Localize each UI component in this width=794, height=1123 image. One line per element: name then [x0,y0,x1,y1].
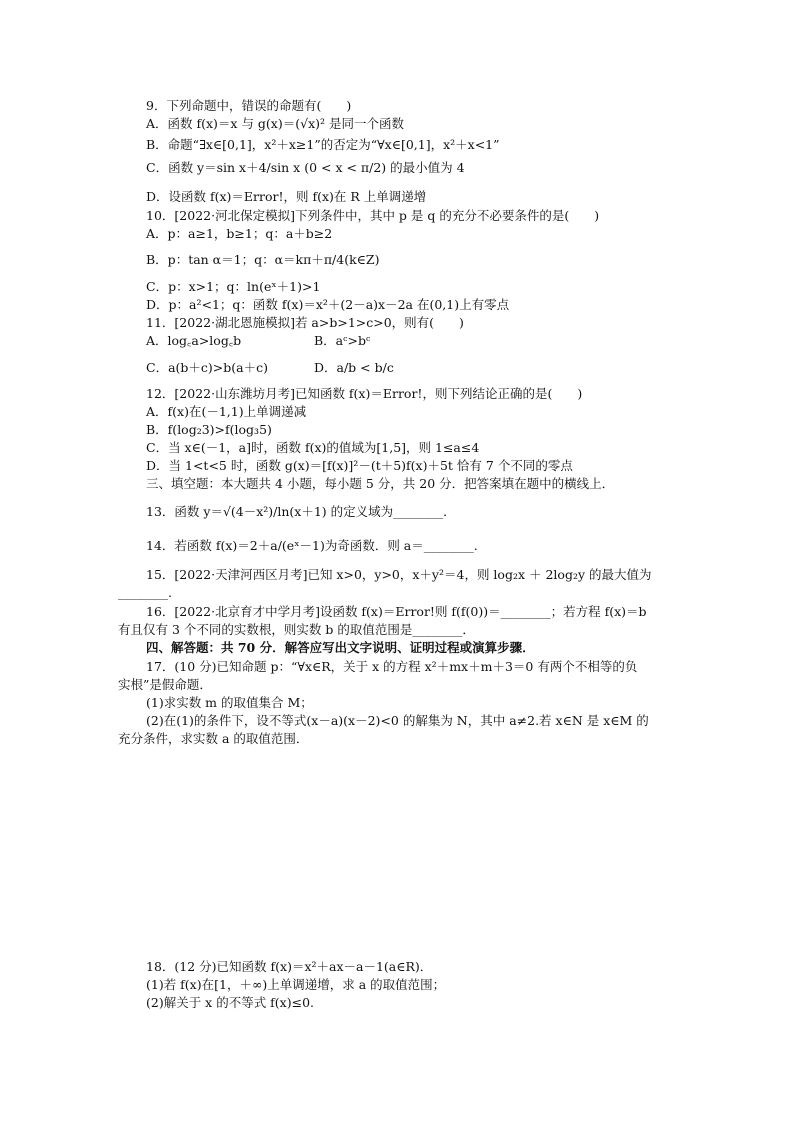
q11-option-c: C．a(b＋c)>b(a＋c) [146,360,268,375]
q9-option-d: D．设函数 f(x)＝Error!，则 f(x)在 R 上单调递增 [146,189,427,204]
q11-option-b: B．aᶜ>bᶜ [314,333,371,348]
q18-part-1: (1)若 f(x)在[1，＋∞)上单调递增，求 a 的取值范围； [146,977,446,992]
q16-line-1: 16．[2022·北京育才中学月考]设函数 f(x)＝Error!则 f(f(0))＝________；若方程 f(x)＝b [146,604,647,619]
q12-option-c: C．当 x∈(－1，a]时，函数 f(x)的值域为[1,5]，则 1≤a≤4 [146,440,480,455]
q15-line-2: ________. [118,585,172,600]
q17-line-1: 17．(10 分)已知命题 p：“∀x∈R，关于 x 的方程 x²＋mx＋m＋3＝0 有两个不相等的负 [146,659,638,674]
q9-option-b: B．命题“∃x∈[0,1]，x²＋x≥1”的否定为“∀x∈[0,1]，x²＋x<1” [146,137,500,152]
q9-stem: 9．下列命题中，错误的命题有( ) [146,98,352,113]
q10-option-d: D．p：a²<1；q：函数 f(x)＝x²＋(2－a)x－2a 在(0,1)上有零点 [146,297,510,312]
q12-stem: 12．[2022·山东潍坊月考]已知函数 f(x)＝Error!，则下列结论正确的是( ) [146,386,583,401]
q13: 13．函数 y＝√(4－x²)/ln(x＋1) 的定义域为________． [146,504,456,519]
q17-line-2: 实根”是假命题． [118,677,212,692]
q12-option-d: D．当 1<t<5 时，函数 g(x)＝[f(x)]²－(t＋5)f(x)＋5t 恰有 7 个不同的零点 [146,458,573,473]
q9-option-c: C．函数 y＝sin x＋4/sin x (0 < x < π/2) 的最小值为 4 [146,160,465,175]
q11-option-a: A．log꜀a>log꜀b [146,333,242,348]
q10-stem: 10．[2022·河北保定模拟]下列条件中，其中 p 是 q 的充分不必要条件的是( ) [146,208,600,223]
q9-option-a: A．函数 f(x)＝x 与 g(x)＝(√x)² 是同一个函数 [146,116,404,131]
section-3-heading: 三、填空题：本大题共 4 小题，每小题 5 分，共 20 分．把答案填在题中的横线上． [146,476,615,491]
q10-option-a: A．p：a≥1，b≥1；q：a＋b≥2 [146,226,333,241]
q10-option-c: C．p：x>1；q：ln(eˣ＋1)>1 [146,279,321,294]
q12-option-b: B．f(log₂3)>f(log₃5) [146,422,272,437]
q12-option-a: A．f(x)在(－1,1)上单调递减 [146,404,307,419]
q17-part-2-line-2: 充分条件，求实数 a 的取值范围． [118,731,309,746]
q11-stem: 11．[2022·湖北恩施模拟]若 a>b>1>c>0，则有( ) [146,315,464,330]
q16-line-2: 有且仅有 3 个不同的实数根，则实数 b 的取值范围是________． [118,622,475,637]
q18-stem: 18．(12 分)已知函数 f(x)＝x²＋ax－a－1(a∈R)． [146,959,433,974]
section-4-heading: 四、解答题：共 70 分．解答应写出文字说明、证明过程或演算步骤． [146,640,535,655]
q14: 14．若函数 f(x)＝2＋a/(eˣ－1)为奇函数．则 a＝________. [146,538,478,553]
q10-option-b: B．p：tan α＝1；q：α＝kπ＋π/4(k∈Z) [146,252,380,267]
q17-part-2-line-1: (2)在(1)的条件下，设不等式(x－a)(x－2)<0 的解集为 N，其中 a≠2.若 x∈N 是 x∈M 的 [146,713,649,728]
q11-option-d: D．a/b < b/c [314,360,394,375]
q15-line-1: 15．[2022·天津河西区月考]已知 x>0，y>0，x＋y²＝4，则 log₂x ＋ 2log₂y 的最大值为 [146,567,652,582]
q18-part-2: (2)解关于 x 的不等式 f(x)≤0. [146,995,315,1010]
q17-part-1: (1)求实数 m 的取值集合 M； [146,695,313,710]
